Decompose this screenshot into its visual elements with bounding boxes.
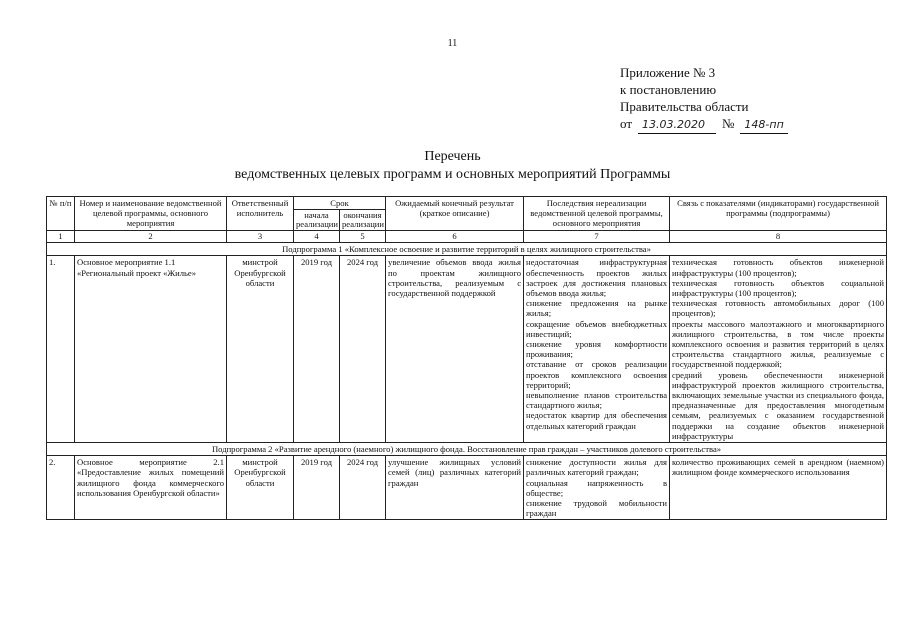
handwritten-number: 148-пп bbox=[740, 116, 788, 134]
header-term: Срок bbox=[294, 197, 386, 210]
row2-start: 2019 год bbox=[294, 456, 340, 520]
consequence-item: недостаточная инфраструктурная обеспеченность проектов жилых застроек для достижения плановых объемов ввода жилья; bbox=[526, 257, 668, 299]
indicator-item: техническая готовность автомобильных дорог (100 процентов); bbox=[672, 298, 885, 319]
consequence-item: социальная напряженность в обществе; bbox=[526, 477, 668, 498]
indicator-item: техническая готовность объектов социальной инфраструктуры (100 процентов); bbox=[672, 277, 885, 299]
header-consequences: Последствия нереализации ведомственной целевой программы, основного мероприятия bbox=[524, 197, 670, 231]
consequence-item: снижение предложения на рынке жилья; bbox=[526, 298, 668, 319]
handwritten-date: 13.03.2020 bbox=[638, 116, 716, 134]
row1-start: 2019 год bbox=[294, 256, 340, 443]
row1-responsible: минстрой Оренбургской области bbox=[227, 256, 294, 443]
title-line-2: ведомственных целевых программ и основных мероприятий Программы bbox=[234, 167, 671, 182]
table-header-row bbox=[47, 197, 887, 210]
document-title bbox=[0, 148, 905, 184]
header-name: Номер и наименование ведомственной целевой программы, основного мероприятия bbox=[75, 197, 227, 231]
indicator-item: количество проживающих семей в арендном (наемном) жилищном фонде коммерческого использования bbox=[672, 457, 885, 478]
row1-num: 1. bbox=[47, 256, 75, 443]
programs-table bbox=[46, 196, 887, 520]
subprogram-1-title: Подпрограмма 1 «Комплексное освоение и развитие территорий в целях жилищного строительства» bbox=[47, 243, 887, 256]
column-number: 4 bbox=[294, 231, 340, 243]
appendix-line-3: Правительства области bbox=[620, 99, 749, 114]
table-row-2 bbox=[47, 456, 887, 520]
consequence-item: недостаток квартир для обеспечения отдельных категорий граждан bbox=[526, 410, 668, 431]
title-line-1: Перечень bbox=[424, 149, 481, 164]
appendix-date-line bbox=[620, 115, 788, 134]
appendix-block bbox=[620, 64, 788, 134]
subprogram-2-row bbox=[47, 443, 887, 456]
date-prefix: от bbox=[620, 116, 633, 131]
header-num: № п/п bbox=[47, 197, 75, 231]
row1-end: 2024 год bbox=[340, 256, 386, 443]
subprogram-2-title: Подпрограмма 2 «Развитие арендного (наемного) жилищного фонда. Восстановление прав граждан – участников долевого строительства» bbox=[47, 443, 887, 456]
header-responsible: Ответственный исполнитель bbox=[227, 197, 294, 231]
appendix-line-2: к постановлению bbox=[620, 82, 717, 97]
consequence-item: невыполнение планов строительства стандартного жилья; bbox=[526, 390, 668, 411]
row1-link bbox=[670, 256, 887, 443]
column-number: 8 bbox=[670, 231, 887, 243]
row1-expected: увеличение объемов ввода жилья по проектам жилищного строительства, реализуемым с государственной поддержкой bbox=[386, 256, 524, 443]
consequence-item: снижение трудовой мобильности граждан bbox=[526, 498, 668, 519]
number-prefix: № bbox=[722, 116, 735, 131]
column-number: 7 bbox=[524, 231, 670, 243]
indicator-item: техническая готовность объектов инженерной инфраструктуры (100 процентов); bbox=[672, 257, 885, 278]
consequence-item: снижение доступности жилья для различных категорий граждан; bbox=[526, 457, 668, 478]
row2-consequences bbox=[524, 456, 670, 520]
consequence-item: снижение уровня комфортности проживания; bbox=[526, 339, 668, 360]
row2-link bbox=[670, 456, 887, 520]
header-expected: Ожидаемый конечный результат (краткое описание) bbox=[386, 197, 524, 231]
header-term-end: окончания реализации bbox=[340, 210, 386, 231]
appendix-line-1: Приложение № 3 bbox=[620, 65, 716, 80]
page-number: 11 bbox=[447, 38, 458, 49]
column-number: 1 bbox=[47, 231, 75, 243]
row2-end: 2024 год bbox=[340, 456, 386, 520]
consequence-item: сокращение объемов внебюджетных инвестиций; bbox=[526, 318, 668, 339]
column-number: 3 bbox=[227, 231, 294, 243]
column-numbers-row bbox=[47, 231, 887, 243]
indicator-item: средний уровень обеспеченности инженерной инфраструктурой проектов жилищного строительства, включающих земельные участки из специального фонда, предназначенные для предоставления многодетным семьям, реализуемых с оказанием государственной поддержки на создание объектов инженерной инфраструктуры bbox=[672, 369, 885, 441]
row2-responsible: минстрой Оренбургской области bbox=[227, 456, 294, 520]
column-number: 2 bbox=[75, 231, 227, 243]
consequence-item: отставание от сроков реализации проектов комплексного освоения территорий; bbox=[526, 359, 668, 390]
row2-expected: улучшение жилищных условий семей (лиц) различных категорий граждан bbox=[386, 456, 524, 520]
row1-consequences bbox=[524, 256, 670, 443]
row2-num: 2. bbox=[47, 456, 75, 520]
indicator-item: проекты массового малоэтажного и многоквартирного жилищного строительства, в том числе проекты комплексного освоения и развития территорий в целях строительства стандартного жилья, реализуемые с государственной поддержкой; bbox=[672, 318, 885, 370]
row1-name: Основное мероприятие 1.1 «Региональный проект «Жилье» bbox=[75, 256, 227, 443]
row2-name: Основное мероприятие 2.1 «Предоставление жилых помещений жилищного фонда коммерческого использования Оренбургской области» bbox=[75, 456, 227, 520]
header-term-start: начала реализации bbox=[294, 210, 340, 231]
header-link: Связь с показателями (индикаторами) государственной программы (подпрограммы) bbox=[670, 197, 887, 231]
column-number: 5 bbox=[340, 231, 386, 243]
column-number: 6 bbox=[386, 231, 524, 243]
table-row-1 bbox=[47, 256, 887, 443]
subprogram-1-row bbox=[47, 243, 887, 256]
